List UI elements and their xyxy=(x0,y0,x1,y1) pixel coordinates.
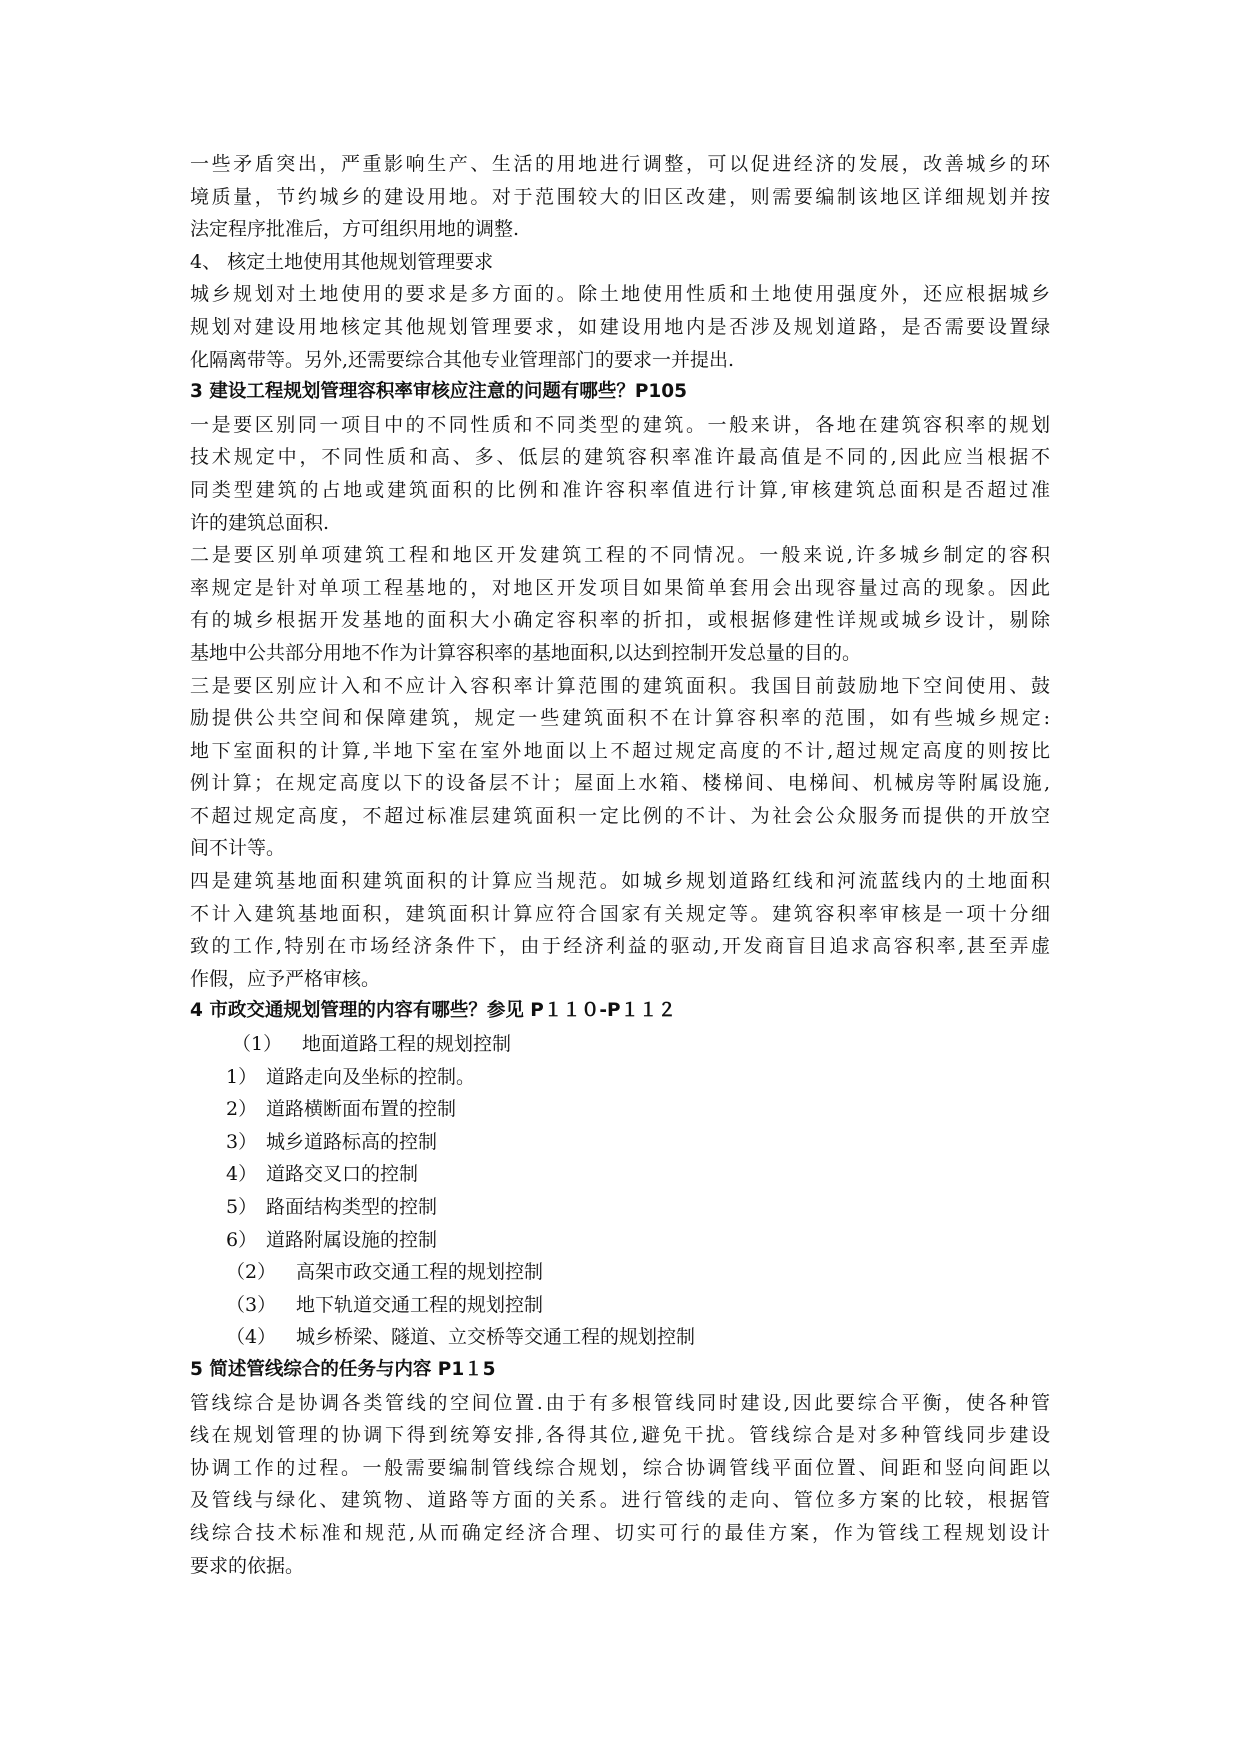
text-line: 基地中公共部分用地不作为计算容积率的基地面积,以达到控制开发总量的目的。 xyxy=(190,641,862,664)
text-line: 化隔离带等。另外,还需要综合其他专业管理部门的要求一并提出. xyxy=(190,348,735,371)
text-line: 四是建筑基地面积建筑面积的计算应当规范。如城乡规划道路红线和河流蓝线内的土地面积 xyxy=(190,870,1050,893)
text-line: 例计算；在规定高度以下的设备层不计；屋面上水箱、楼梯间、电梯间、机械房等附属设施, xyxy=(190,772,1050,795)
text-line: 有的城乡根据开发基地的面积大小确定容积率的折扣，或根据修建性详规或城乡设计，剔除 xyxy=(190,609,1050,632)
text-line: 一些矛盾突出，严重影响生产、生活的用地进行调整，可以促进经济的发展，改善城乡的环 xyxy=(190,153,1050,175)
list-text: 高架市政交通工程的规划控制 xyxy=(296,1261,544,1284)
text-line: 管线综合是协调各类管线的空间位置.由于有多根管线同时建设,因此要综合平衡，使各种管 xyxy=(190,1391,1050,1414)
list-item xyxy=(190,1256,1050,1289)
list-text: 城乡桥梁、隧道、立交桥等交通工程的规划控制 xyxy=(296,1326,696,1349)
list-number: 2） xyxy=(226,1098,258,1121)
list-number: 5） xyxy=(226,1196,258,1218)
text-line: 一是要区别同一项目中的不同性质和不同类型的建筑。一般来讲，各地在建筑容积率的规划 xyxy=(190,413,1050,436)
text-line: 境质量，节约城乡的建设用地。对于范围较大的旧区改建，则需要编制该地区详细规划并按 xyxy=(190,185,1050,208)
document-page xyxy=(190,148,1050,1582)
question-heading: 5 简述管线综合的任务与内容 P1１5 xyxy=(190,1358,496,1380)
list-text: 道路走向及坐标的控制。 xyxy=(266,1065,476,1088)
list-number: （3） xyxy=(226,1293,277,1316)
list-number: 4） xyxy=(226,1163,258,1186)
text-line: 励提供公共空间和保障建筑，规定一些建筑面积不在计算容积率的范围，如有些城乡规定: xyxy=(190,707,1050,730)
text-line: 规划对建设用地核定其他规划管理要求，如建设用地内是否涉及规划道路，是否需要设置绿 xyxy=(190,315,1050,338)
text-line: 不计入建筑基地面积，建筑面积计算应符合国家有关规定等。建筑容积率审核是一项十分细 xyxy=(190,902,1050,925)
text-line: 城乡规划对土地使用的要求是多方面的。除土地使用性质和土地使用强度外，还应根据城乡 xyxy=(190,283,1050,306)
paragraph xyxy=(190,1387,1050,1583)
text-line: 致的工作,特别在市场经济条件下，由于经济利益的驱动,开发商盲目追求高容积率,甚至弄虚 xyxy=(190,935,1050,958)
list-number: 6） xyxy=(226,1228,258,1251)
paragraph xyxy=(190,670,1050,866)
list-text: 城乡道路标高的控制 xyxy=(266,1130,438,1153)
text-line: 法定程序批准后，方可组织用地的调整. xyxy=(190,218,520,241)
text-line: 间不计等。 xyxy=(190,837,286,860)
list-number: 1） xyxy=(226,1065,258,1088)
text-line: 同类型建筑的占地或建筑面积的比例和准许容积率值进行计算,审核建筑总面积是否超过准 xyxy=(190,478,1050,501)
text-line: 及管线与绿化、建筑物、道路等方面的关系。进行管线的走向、管位多方案的比较，根据管 xyxy=(190,1489,1050,1512)
paragraph xyxy=(190,409,1050,539)
question-heading: 3 建设工程规划管理容积率审核应注意的问题有哪些？P105 xyxy=(190,381,687,403)
list-number: （2） xyxy=(226,1261,277,1284)
text-line: 要求的依据。 xyxy=(190,1554,305,1577)
list-text: 路面结构类型的控制 xyxy=(266,1196,438,1218)
question-heading: 4 市政交通规划管理的内容有哪些？参见 P１１０-P１１２ xyxy=(190,1000,677,1022)
list-number: （1） xyxy=(232,1033,283,1056)
text-line: 三是要区别应计入和不应计入容积率计算范围的建筑面积。我国目前鼓励地下空间使用、鼓 xyxy=(190,674,1050,697)
list-text: 地面道路工程的规划控制 xyxy=(302,1033,512,1056)
list-item xyxy=(190,1191,1050,1224)
list-text: 道路交叉口的控制 xyxy=(266,1163,419,1186)
list-item xyxy=(190,1321,1050,1354)
subsection-title: 4、 核定土地使用其他规划管理要求 xyxy=(190,250,494,273)
text-line: 技术规定中，不同性质和高、多、低层的建筑容积率准许最高值是不同的,因此应当根据不 xyxy=(190,446,1050,469)
text-line: 二是要区别单项建筑工程和地区开发建筑工程的不同情况。一般来说,许多城乡制定的容积 xyxy=(190,544,1050,567)
list-text: 道路附属设施的控制 xyxy=(266,1228,438,1251)
list-item xyxy=(190,1061,1050,1094)
list-item xyxy=(190,1126,1050,1159)
list-item xyxy=(190,1158,1050,1191)
item4-paragraph xyxy=(190,278,1050,376)
paragraph xyxy=(190,539,1050,669)
list-number: 3） xyxy=(226,1130,258,1153)
text-line: 线在规划管理的协调下得到统筹安排,各得其位,避免干扰。管线综合是对多种管线同步建设 xyxy=(190,1424,1050,1447)
list-text: 道路横断面布置的控制 xyxy=(266,1098,457,1121)
list-item xyxy=(190,1028,1050,1061)
text-line: 许的建筑总面积. xyxy=(190,511,330,534)
list-text: 地下轨道交通工程的规划控制 xyxy=(296,1293,544,1316)
list-item xyxy=(190,1093,1050,1126)
intro-paragraph xyxy=(190,148,1050,246)
list-number: （4） xyxy=(226,1326,277,1349)
text-line: 协调工作的过程。一般需要编制管线综合规划，综合协调管线平面位置、间距和竖向间距以 xyxy=(190,1456,1050,1479)
text-line: 地下室面积的计算,半地下室在室外地面以上不超过规定高度的不计,超过规定高度的则按比 xyxy=(190,739,1050,762)
text-line: 线综合技术标准和规范,从而确定经济合理、切实可行的最佳方案，作为管线工程规划设计 xyxy=(190,1521,1050,1544)
paragraph xyxy=(190,865,1050,995)
list-item xyxy=(190,1224,1050,1257)
text-line: 率规定是针对单项工程基地的，对地区开发项目如果简单套用会出现容量过高的现象。因此 xyxy=(190,576,1050,599)
text-line: 作假，应予严格审核。 xyxy=(190,967,381,990)
text-line: 不超过规定高度，不超过标准层建筑面积一定比例的不计、为社会公众服务而提供的开放空 xyxy=(190,804,1050,827)
list-item xyxy=(190,1289,1050,1322)
